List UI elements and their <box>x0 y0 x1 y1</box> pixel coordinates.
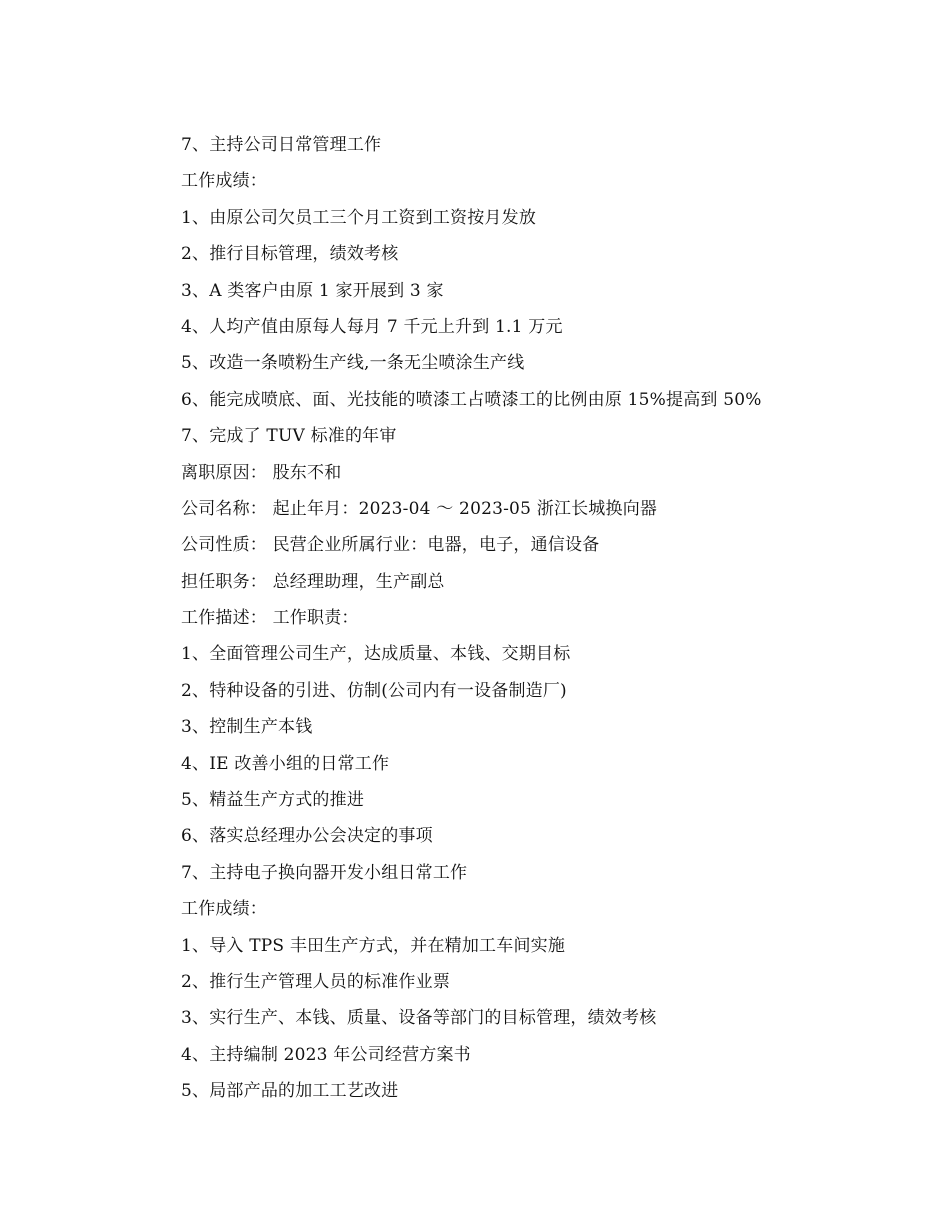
field-line: 公司性质： 民营企业所属行业：电器，电子，通信设备 <box>181 535 600 556</box>
text-line: 3、控制生产本钱 <box>181 717 313 738</box>
text-line: 2、推行生产管理人员的标准作业票 <box>181 971 451 992</box>
text-line: 5、精益生产方式的推进 <box>181 790 365 811</box>
text-line: 1、由原公司欠员工三个月工资到工资按月发放 <box>181 207 537 228</box>
field-line: 工作描述： 工作职责： <box>181 608 359 629</box>
text-line: 4、IE 改善小组的日常工作 <box>181 753 390 774</box>
field-line: 公司名称： 起止年月：2023-04 ～ 2023-05 浙江长城换向器 <box>181 498 658 519</box>
text-line: 4、人均产值由原每人每月 7 千元上升到 1.1 万元 <box>181 316 563 337</box>
section-heading: 工作成绩： <box>181 899 267 920</box>
text-line: 2、特种设备的引进、仿制(公司内有一设备制造厂) <box>181 680 567 701</box>
text-line: 1、全面管理公司生产，达成质量、本钱、交期目标 <box>181 644 571 665</box>
text-line: 6、落实总经理办公会决定的事项 <box>181 826 433 847</box>
text-line: 7、主持电子换向器开发小组日常工作 <box>181 862 468 883</box>
text-line: 3、A 类客户由原 1 家开展到 3 家 <box>181 280 444 301</box>
text-line: 5、改造一条喷粉生产线,一条无尘喷涂生产线 <box>181 353 525 374</box>
document-body <box>181 127 821 1110</box>
text-line: 7、主持公司日常管理工作 <box>181 135 382 155</box>
text-line: 7、完成了 TUV 标准的年审 <box>181 426 397 447</box>
text-line: 3、实行生产、本钱、质量、设备等部门的目标管理，绩效考核 <box>181 1008 657 1029</box>
text-line: 6、能完成喷底、面、光技能的喷漆工占喷漆工的比例由原 15%提高到 50% <box>181 389 762 410</box>
field-line: 担任职务： 总经理助理，生产副总 <box>181 571 445 592</box>
text-line: 2、推行目标管理，绩效考核 <box>181 244 399 265</box>
field-line: 离职原因： 股东不和 <box>181 462 342 483</box>
section-heading: 工作成绩： <box>181 171 267 192</box>
text-line: 5、局部产品的加工工艺改进 <box>181 1081 399 1102</box>
text-line: 4、主持编制 2023 年公司经营方案书 <box>181 1044 471 1065</box>
text-line: 1、导入 TPS 丰田生产方式，并在精加工车间实施 <box>181 935 566 956</box>
